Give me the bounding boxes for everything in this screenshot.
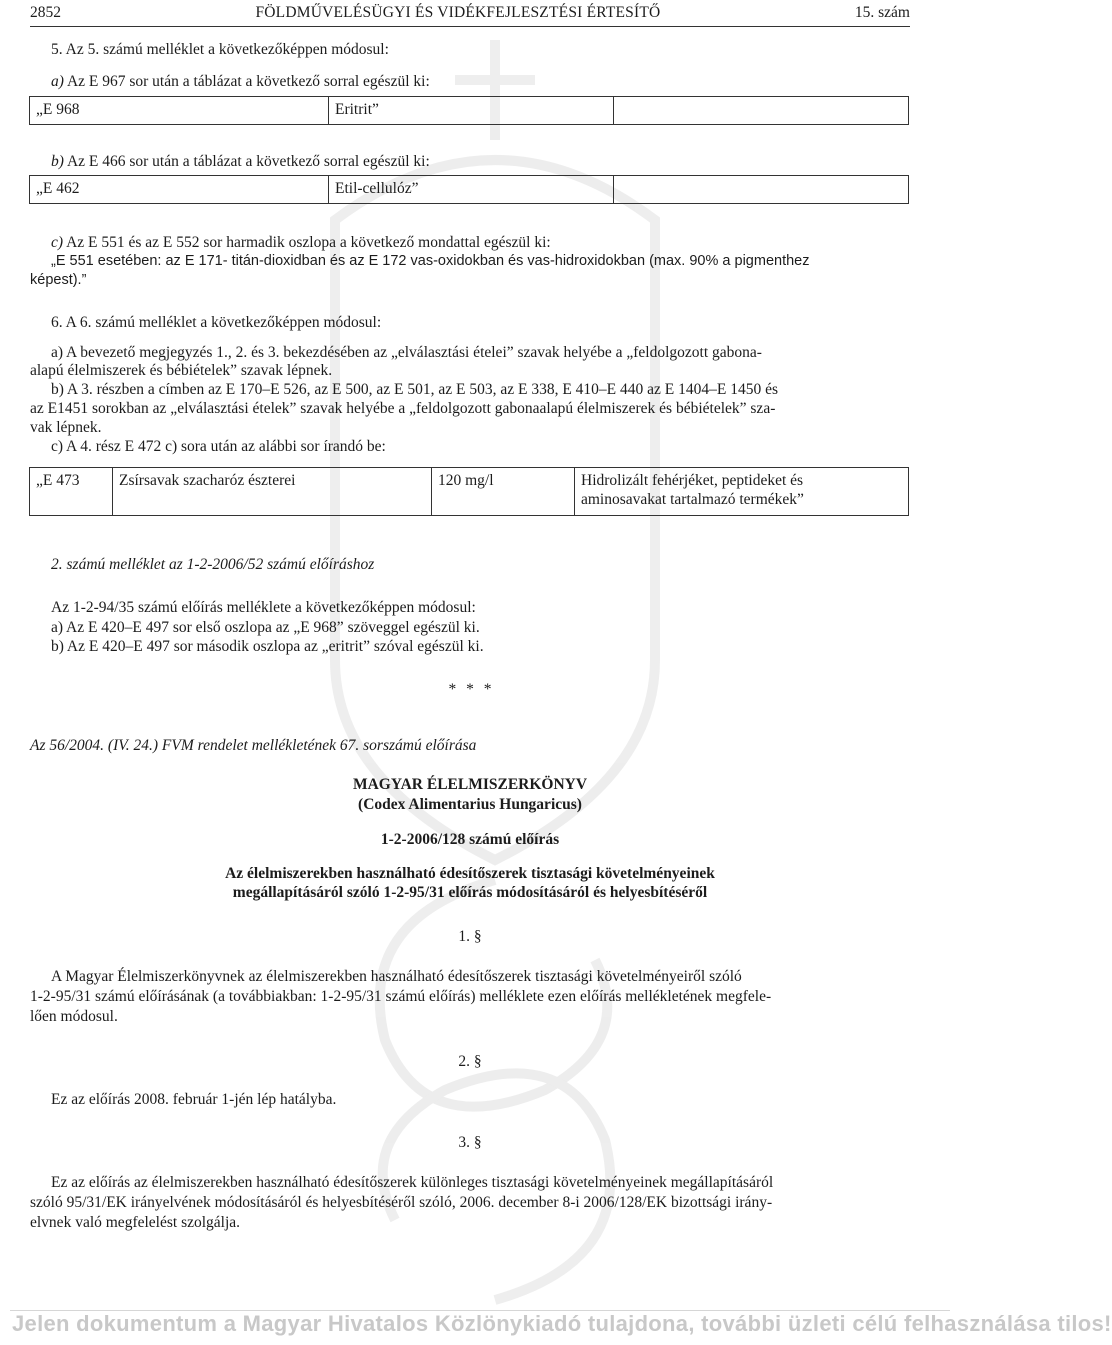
section6-b-line: b) A 3. részben a címben az E 170–E 526, az E 500, az E 501, az E 503, az E 338, E 410–E 440 az E 1404–E 1450 és [51,381,779,398]
table-c [29,467,909,516]
page-header [30,2,910,27]
page-number: 2852 [30,4,61,21]
annex2-item-a: a) Az E 420–E 497 sor első oszlopa az „E 968” szöveggel egészül ki. [51,619,480,636]
paragraph-1-heading: 1. § [458,928,482,945]
regulation-subject: Az élelmiszerekben használható édesítőszerek tisztasági követelményeinek [225,865,715,882]
section6-heading: 6. A 6. számú melléklet a következőképpen módosul: [51,314,382,331]
paragraph-1-line: lően módosul. [30,1008,118,1025]
paragraph-3-line: elvnek való megfelelést szolgálja. [30,1214,241,1231]
paragraph-1-line: 1-2-95/31 számú előírásának (a továbbiakban: 1-2-95/31 számú előírás) melléklete ezen előírás mellékletének megfele- [30,988,772,1005]
annex2-intro: Az 1-2-94/35 számú előírás melléklete a következőképpen módosul: [51,599,476,616]
section6-b-line: vak lépnek. [30,419,102,436]
table-a [29,96,909,125]
table-cell: „E 473 [30,468,113,516]
paragraph-1-line: A Magyar Élelmiszerkönyvnek az élelmiszerekben használható édesítőszerek tisztasági követelményeiről szóló [51,968,742,985]
table-cell: 120 mg/l [432,468,575,516]
table-cell [614,176,909,204]
section5-item-c: c) Az E 551 és az E 552 sor harmadik oszlopa a következő mondattal egészül ki: [51,234,551,251]
section5-quote-line: képest).” [30,272,87,288]
regulation-number: 1-2-2006/128 számú előírás [380,831,560,848]
section5-item-a: a) Az E 967 sor után a táblázat a következő sorral egészül ki: [51,73,430,90]
table-cell [575,468,909,516]
table-cell: „E 462 [30,176,329,204]
issue-number: 15. szám [854,4,910,21]
annex2-title: 2. számú melléklet az 1-2-2006/52 számú előíráshoz [51,556,375,573]
section6-c-line: c) A 4. rész E 472 c) sora után az alábbi sor írandó be: [51,438,386,455]
table-cell: Etil-cellulóz” [329,176,614,204]
paragraph-3-line: Ez az előírás az élelmiszerekben használható édesítőszerek különleges tisztasági követelményeinek megállapításáról [51,1174,774,1191]
source-line: Az 56/2004. (IV. 24.) FVM rendelet mellékletének 67. sorszámú előírása [30,737,477,754]
section6-a-line: a) A bevezető megjegyzés 1., 2. és 3. bekezdésében az „elválasztási ételei” szavak helyébe a „feldolgozott gabona- [51,344,762,361]
table-cell: Zsírsavak szacharóz észterei [113,468,432,516]
table-cell-line: Hidrolizált fehérjéket, peptideket és [581,472,804,489]
table-b [29,175,909,204]
section6-a-line: alapú élelmiszerek és bébiételek” szavak lépnek. [30,362,333,379]
table-cell: Eritrit” [329,97,614,125]
journal-title: FÖLDMŰVELÉSÜGYI ÉS VIDÉKFEJLESZTÉSI ÉRTESÍTŐ [255,4,661,21]
separator: * * * [448,681,492,698]
section5-item-b: b) Az E 466 sor után a táblázat a következő sorral egészül ki: [51,153,430,170]
book-subtitle: (Codex Alimentarius Hungaricus) [358,796,582,813]
section5-heading: 5. Az 5. számú melléklet a következőképpen módosul: [51,41,389,58]
paragraph-3-heading: 3. § [458,1134,482,1151]
table-cell [614,97,909,125]
section6-b-line: az E1451 sorokban az „elválasztási ételek” szavak helyébe a „feldolgozott gabonaalapú élelmiszerek és bébiételek” sza- [30,400,776,417]
paragraph-2-heading: 2. § [458,1053,482,1070]
section5-quote-line: „E 551 esetében: az E 171- titán-dioxidban és az E 172 vas-oxidokban és vas-hidroxidokban (max. 90% a pigmenthez [51,253,810,269]
footer-watermark: Jelen dokumentum a Magyar Hivatalos Közlönykiadó tulajdona, további üzleti célú felhasználása tilos! [12,1311,1112,1336]
paragraph-3-line: szóló 95/31/EK irányelvének módosításáról és helyesbítéséről szóló, 2006. december 8-i 2006/128/EK bizottsági irány- [30,1194,773,1211]
regulation-subject: megállapításáról szóló 1-2-95/31 előírás módosításáról és helyesbítéséről [232,884,708,901]
book-title: MAGYAR ÉLELMISZERKÖNYV [352,776,588,793]
table-cell-line: aminosavakat tartalmazó termékek” [581,491,804,508]
annex2-item-b: b) Az E 420–E 497 sor második oszlopa az „eritrit” szóval egészül ki. [51,638,484,655]
table-cell: „E 968 [30,97,329,125]
paragraph-2-text: Ez az előírás 2008. február 1-jén lép hatályba. [51,1091,337,1108]
